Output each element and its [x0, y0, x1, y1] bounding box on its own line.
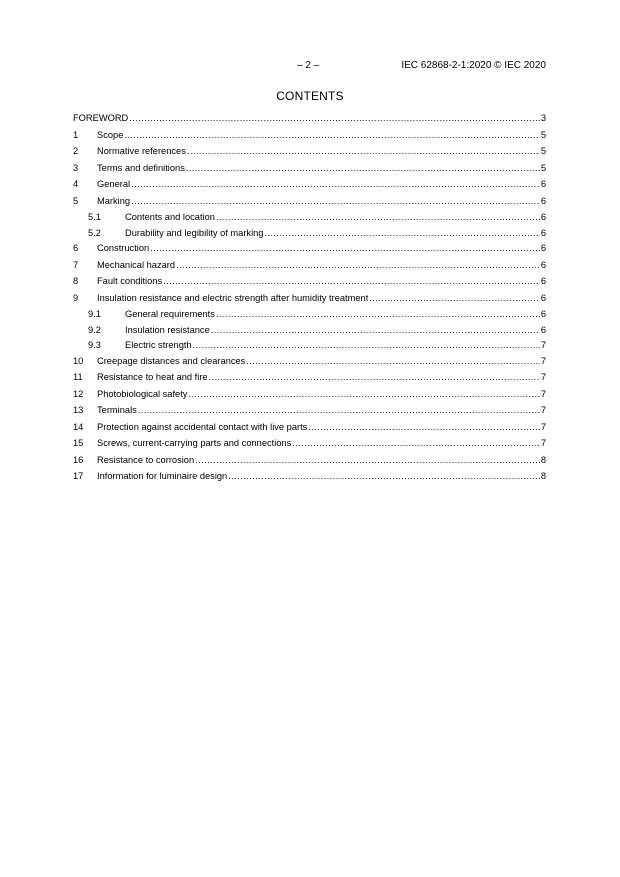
- toc-entry-page: 7: [540, 372, 546, 382]
- toc-entry-number: 3: [73, 162, 79, 173]
- dot-leader: [228, 471, 540, 481]
- toc-entry-number: 8: [73, 276, 79, 286]
- toc-entry-contents-and-location[interactable]: [73, 212, 546, 228]
- dot-leader: [193, 340, 540, 350]
- toc-entry-title: Contents and location: [125, 212, 215, 222]
- toc-entry-title: General: [97, 179, 131, 189]
- toc-entry-page: 6: [540, 309, 546, 319]
- document-reference: IEC 62868-2-1:2020 © IEC 2020: [401, 60, 546, 71]
- toc-entry-page: 7: [540, 388, 546, 399]
- dot-leader: [195, 455, 540, 465]
- dot-leader: [188, 389, 539, 399]
- toc-entry-page: 6: [540, 276, 546, 286]
- toc-entry-number: 9.2: [88, 324, 101, 335]
- dot-leader: [186, 163, 540, 173]
- toc-entry-title: Terms and definitions: [97, 162, 185, 173]
- table-of-contents: [73, 113, 546, 488]
- toc-entry-title: Electric strength: [125, 340, 192, 350]
- toc-entry-number: 10: [73, 355, 84, 366]
- toc-entry-page: 6: [540, 179, 546, 189]
- toc-entry-terminals[interactable]: [73, 405, 546, 422]
- toc-entry-title: Protection against accidental contact with live parts: [97, 421, 308, 432]
- toc-entry-page: 6: [540, 324, 546, 335]
- toc-entry-insulation-resistance[interactable]: [73, 325, 546, 341]
- toc-entry-number: 12: [73, 388, 84, 399]
- dot-leader: [369, 293, 540, 303]
- toc-entry-terms-and-definitions[interactable]: [73, 163, 546, 180]
- toc-entry-fault-conditions[interactable]: [73, 276, 546, 293]
- page-header: [73, 60, 546, 74]
- dot-leader: [211, 325, 540, 335]
- toc-entry-page: 6: [540, 292, 546, 303]
- toc-entry-number: 2: [73, 146, 79, 156]
- toc-entry-screws-and-connections[interactable]: [73, 438, 546, 455]
- toc-entry-title: Resistance to heat and fire: [97, 372, 208, 382]
- toc-entry-number: 5.2: [88, 227, 101, 238]
- toc-entry-information-for-luminaire-design[interactable]: [73, 471, 546, 488]
- dot-leader: [124, 130, 539, 140]
- page-number: – 2 –: [297, 60, 320, 71]
- toc-entry-mechanical-hazard[interactable]: [73, 260, 546, 277]
- toc-entry-normative-references[interactable]: [73, 146, 546, 163]
- toc-entry-page: 7: [540, 421, 546, 432]
- dot-leader: [292, 438, 540, 448]
- dot-leader: [150, 243, 540, 253]
- toc-entry-page: 6: [540, 212, 546, 222]
- toc-entry-title: Fault conditions: [97, 276, 163, 286]
- toc-entry-page: 7: [540, 438, 546, 448]
- toc-entry-page: 7: [540, 340, 546, 350]
- dot-leader: [138, 405, 540, 415]
- toc-entry-number: 5.1: [88, 212, 101, 222]
- toc-entry-marking[interactable]: [73, 196, 546, 213]
- toc-entry-foreword[interactable]: [73, 113, 546, 130]
- toc-entry-page: 3: [540, 113, 546, 123]
- toc-entry-resistance-to-corrosion[interactable]: [73, 455, 546, 472]
- toc-entry-title: Resistance to corrosion: [97, 454, 195, 465]
- toc-entry-title: General requirements: [125, 309, 215, 319]
- toc-entry-resistance-to-heat-and-fire[interactable]: [73, 372, 546, 389]
- toc-entry-page: 5: [540, 146, 546, 156]
- toc-entry-scope[interactable]: [73, 130, 546, 147]
- toc-entry-page: 6: [540, 227, 546, 238]
- dot-leader: [308, 422, 540, 432]
- dot-leader: [264, 228, 539, 238]
- dot-leader: [163, 276, 540, 286]
- toc-entry-title: Information for luminaire design: [97, 471, 228, 481]
- dot-leader: [131, 196, 540, 206]
- toc-entry-general[interactable]: [73, 179, 546, 196]
- contents-title: CONTENTS: [276, 89, 344, 103]
- toc-entry-page: 6: [540, 195, 546, 206]
- toc-entry-general-requirements[interactable]: [73, 309, 546, 325]
- toc-entry-title: Construction: [97, 243, 150, 253]
- toc-entry-title: Creepage distances and clearances: [97, 355, 246, 366]
- toc-entry-number: 4: [73, 179, 79, 189]
- toc-entry-title: Durability and legibility of marking: [125, 227, 264, 238]
- toc-entry-number: 1: [73, 129, 79, 140]
- toc-entry-number: 11: [73, 372, 83, 382]
- dot-leader: [131, 179, 540, 189]
- toc-entry-number: 9.3: [88, 340, 101, 350]
- dot-leader: [209, 372, 540, 382]
- toc-entry-title: Normative references: [97, 146, 186, 156]
- toc-entry-photobiological-safety[interactable]: [73, 389, 546, 406]
- toc-entry-number: 7: [73, 259, 79, 270]
- dot-leader: [246, 356, 540, 366]
- toc-entry-title: Marking: [97, 195, 131, 206]
- toc-entry-number: 16: [73, 454, 84, 465]
- toc-entry-durability-and-legibility[interactable]: [73, 228, 546, 244]
- toc-entry-page: 6: [540, 243, 546, 253]
- toc-entry-title: Terminals: [97, 405, 137, 415]
- toc-entry-protection-against-contact[interactable]: [73, 422, 546, 439]
- toc-entry-title: FOREWORD: [73, 113, 129, 123]
- toc-entry-title: Photobiological safety: [97, 388, 188, 399]
- dot-leader: [216, 212, 540, 222]
- toc-entry-page: 6: [540, 259, 546, 270]
- toc-entry-page: 7: [540, 355, 546, 366]
- dot-leader: [216, 309, 540, 319]
- dot-leader: [176, 260, 540, 270]
- toc-entry-page: 8: [540, 471, 546, 481]
- toc-entry-number: 5: [73, 195, 79, 206]
- toc-entry-page: 5: [540, 162, 546, 173]
- toc-entry-number: 9: [73, 292, 79, 303]
- toc-entry-page: 7: [540, 405, 546, 415]
- toc-entry-creepage-distances[interactable]: [73, 356, 546, 373]
- toc-entry-number: 9.1: [88, 309, 101, 319]
- toc-entry-number: 6: [73, 243, 79, 253]
- toc-entry-electric-strength[interactable]: [73, 340, 546, 356]
- dot-leader: [187, 146, 540, 156]
- toc-entry-title: Mechanical hazard: [97, 259, 176, 270]
- toc-entry-title: Scope: [97, 129, 124, 140]
- toc-entry-insulation-resistance-electric-strength[interactable]: [73, 293, 546, 310]
- toc-entry-page: 8: [540, 454, 546, 465]
- toc-entry-construction[interactable]: [73, 243, 546, 260]
- toc-entry-page: 5: [540, 129, 546, 140]
- toc-entry-number: 15: [73, 438, 84, 448]
- toc-entry-number: 14: [73, 421, 84, 432]
- toc-entry-title: Screws, current-carrying parts and connections: [97, 438, 292, 448]
- toc-entry-number: 13: [73, 405, 84, 415]
- dot-leader: [129, 113, 540, 123]
- toc-entry-title: Insulation resistance: [125, 324, 210, 335]
- toc-entry-number: 17: [73, 471, 84, 481]
- toc-entry-title: Insulation resistance and electric strength after humidity treatment: [97, 292, 369, 303]
